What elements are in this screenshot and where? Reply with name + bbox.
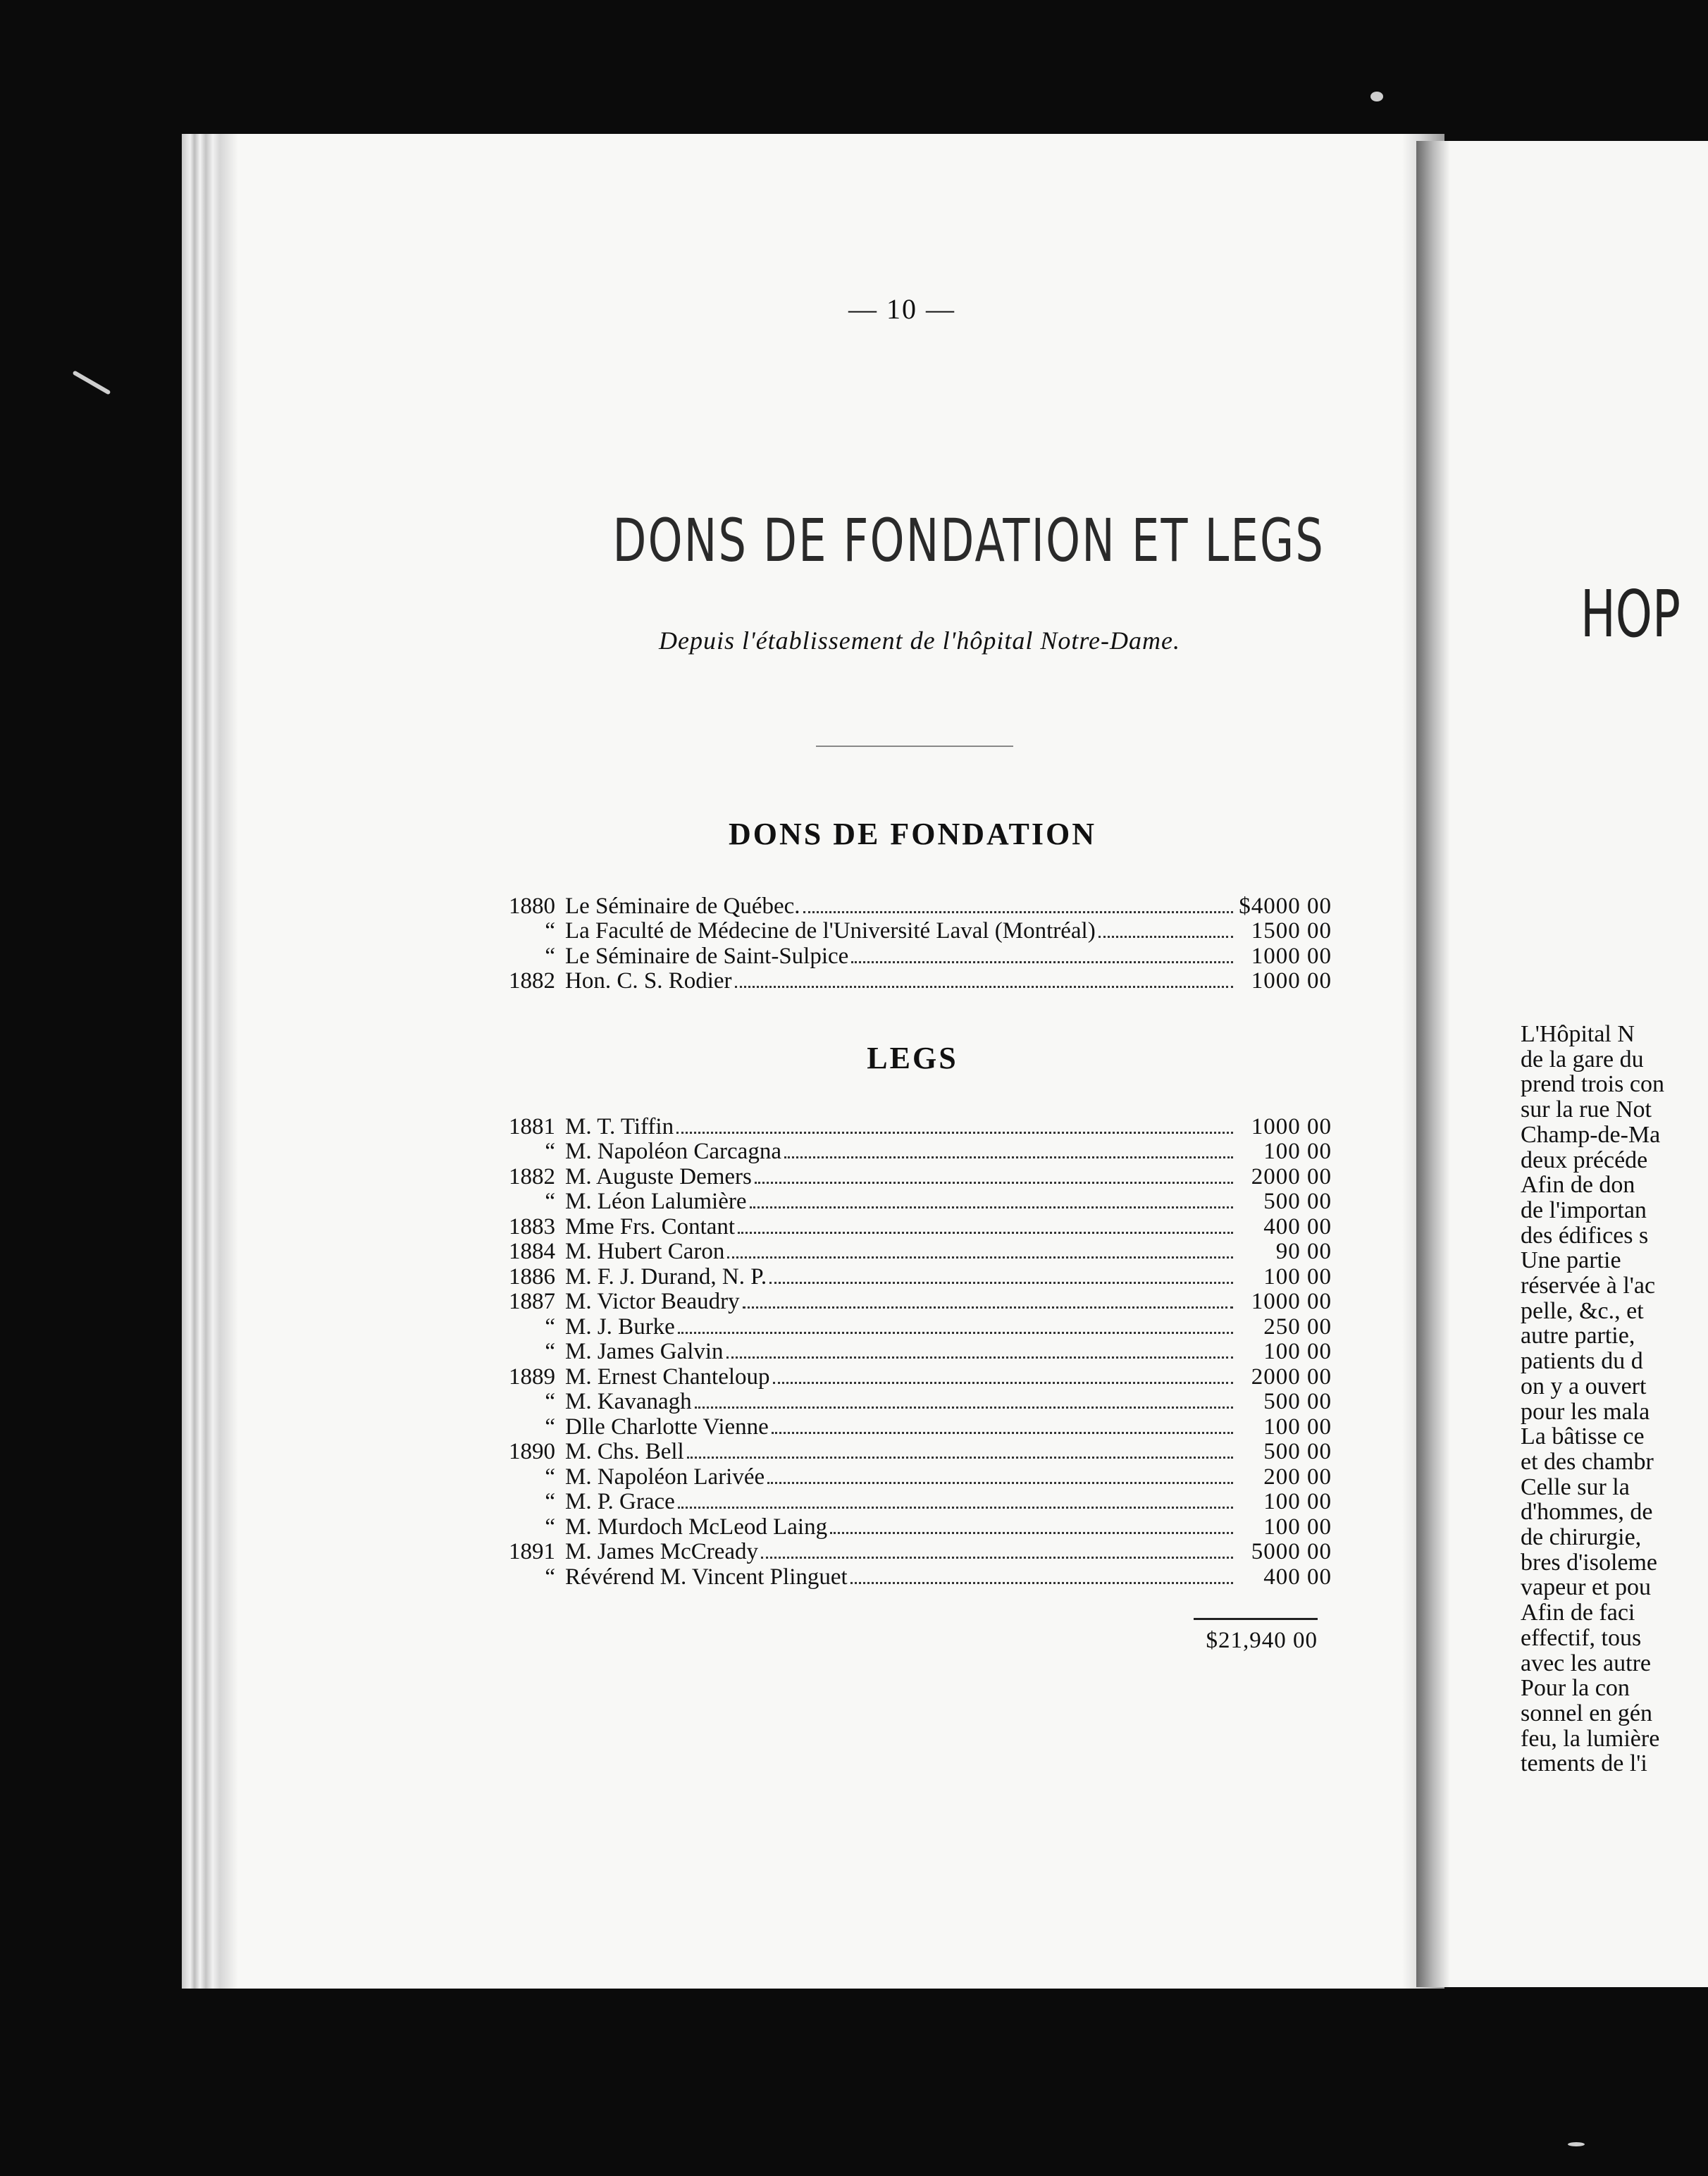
entry-year: 1882	[509, 1163, 555, 1189]
list-item	[493, 1340, 1332, 1365]
list-item	[493, 944, 1332, 969]
right-page	[1416, 141, 1708, 1987]
entry-amount: 100 00	[1263, 1514, 1332, 1540]
dot-leader	[1099, 936, 1233, 938]
list-item	[493, 1290, 1332, 1315]
entry-name: M. Léon Lalumière	[565, 1189, 747, 1214]
dot-leader	[738, 1232, 1233, 1234]
text-line: Une partie	[1521, 1247, 1621, 1274]
entry-name: M. T. Tiffin	[565, 1113, 674, 1139]
dot-leader	[773, 1382, 1233, 1384]
entry-name: M. Auguste Demers	[565, 1163, 752, 1189]
page-number: — 10 —	[848, 293, 955, 325]
dot-leader	[743, 1306, 1233, 1309]
list-item	[493, 1189, 1332, 1215]
dons-list	[493, 894, 1332, 994]
text-line: pour les mala	[1521, 1398, 1650, 1425]
dot-leader	[678, 1332, 1233, 1334]
entry-amount: 1000 00	[1251, 943, 1332, 969]
dot-leader	[727, 1256, 1233, 1259]
right-page-title: HOP	[1580, 576, 1681, 652]
text-line: autre partie,	[1521, 1323, 1635, 1349]
entry-year: “	[545, 1313, 555, 1340]
entry-year: 1886	[509, 1263, 555, 1290]
dot-leader	[761, 1557, 1233, 1559]
right-page-gutter	[1416, 141, 1450, 1987]
entry-name: La Faculté de Médecine de l'Université Laval (Montréal)	[565, 918, 1096, 944]
text-line: de l'importan	[1521, 1197, 1647, 1223]
entry-amount: 500 00	[1263, 1389, 1332, 1414]
text-line: tements de l'i	[1521, 1750, 1647, 1777]
text-line: Pour la con	[1521, 1675, 1630, 1702]
entry-amount: 400 00	[1263, 1564, 1332, 1590]
list-item	[493, 1464, 1332, 1490]
section-heading-dons: DONS DE FONDATION	[728, 817, 1096, 851]
list-item	[493, 1564, 1332, 1590]
entry-name: Révérend M. Vincent Plinguet	[565, 1564, 848, 1590]
entry-year: “	[545, 1564, 555, 1590]
dot-leader	[695, 1407, 1233, 1409]
entry-amount: 100 00	[1263, 1139, 1332, 1164]
text-line: de chirurgie,	[1521, 1524, 1642, 1551]
text-line: feu, la lumière	[1521, 1725, 1660, 1752]
entry-amount: 1500 00	[1251, 918, 1332, 944]
dot-leader	[772, 1432, 1233, 1434]
dot-leader	[850, 1582, 1233, 1584]
dot-leader	[676, 1132, 1233, 1134]
dot-leader	[750, 1206, 1234, 1208]
entry-amount: 100 00	[1263, 1339, 1332, 1364]
entry-name: M. J. Burke	[565, 1313, 675, 1340]
dot-leader	[735, 986, 1233, 988]
entry-name: M. Chs. Bell	[565, 1439, 684, 1464]
page-title: DONS DE FONDATION ET LEGS	[612, 506, 1325, 575]
text-line: sonnel en gén	[1521, 1700, 1652, 1726]
text-line: sur la rue Not	[1521, 1096, 1652, 1123]
total-rule	[1194, 1618, 1318, 1620]
entry-name: Dlle Charlotte Vienne	[565, 1414, 769, 1440]
entry-year: “	[545, 943, 555, 969]
dot-leader	[755, 1182, 1233, 1184]
entry-name: M. F. J. Durand, N. P.	[565, 1263, 767, 1290]
text-line: réservée à l'ac	[1521, 1273, 1656, 1299]
list-item	[493, 1139, 1332, 1165]
entry-amount: 2000 00	[1251, 1364, 1332, 1390]
entry-amount: 100 00	[1263, 1414, 1332, 1440]
entry-amount: 2000 00	[1251, 1163, 1332, 1189]
divider-rule	[816, 746, 1013, 747]
legs-list	[493, 1114, 1332, 1590]
entry-amount: 5000 00	[1251, 1539, 1332, 1564]
entry-name: Le Séminaire de Saint-Sulpice	[565, 943, 849, 969]
entry-year: 1880	[509, 893, 555, 919]
text-line: prend trois con	[1521, 1071, 1664, 1098]
section-heading-legs: LEGS	[867, 1041, 958, 1075]
text-line: La bâtisse ce	[1521, 1423, 1645, 1450]
dot-leader	[687, 1457, 1233, 1459]
list-item	[493, 1440, 1332, 1465]
entry-amount: 90 00	[1275, 1239, 1332, 1264]
text-line: patients du d	[1521, 1348, 1643, 1375]
list-item	[493, 1414, 1332, 1440]
entry-name: Hon. C. S. Rodier	[565, 968, 732, 994]
list-item	[493, 1314, 1332, 1340]
entry-name: M. Murdoch McLeod Laing	[565, 1514, 828, 1540]
entry-name: M. Napoléon Carcagna	[565, 1139, 781, 1164]
page-subtitle: Depuis l'établissement de l'hôpital Notre-Dame.	[659, 626, 1180, 655]
scan-speck	[1370, 92, 1383, 101]
text-line: on y a ouvert	[1521, 1373, 1647, 1399]
text-line: L'Hôpital N	[1521, 1021, 1635, 1047]
dot-leader	[784, 1156, 1233, 1158]
text-line: des édifices s	[1521, 1222, 1649, 1249]
entry-name: M. Hubert Caron	[565, 1239, 725, 1264]
list-item	[493, 919, 1332, 944]
entry-year: “	[545, 1464, 555, 1490]
entry-amount: 1000 00	[1251, 1113, 1332, 1139]
text-line: d'hommes, de	[1521, 1499, 1653, 1526]
entry-amount: 200 00	[1263, 1464, 1332, 1490]
entry-amount: 100 00	[1263, 1263, 1332, 1290]
entry-year: 1883	[509, 1213, 555, 1240]
text-line: Afin de don	[1521, 1172, 1635, 1199]
scan-speck	[1568, 2142, 1585, 2146]
entry-year: “	[545, 918, 555, 944]
text-line: Celle sur la	[1521, 1473, 1630, 1500]
entry-amount: 250 00	[1263, 1313, 1332, 1340]
list-item	[493, 1390, 1332, 1415]
entry-year: 1889	[509, 1364, 555, 1390]
entry-year: 1887	[509, 1289, 555, 1314]
text-line: pelle, &c., et	[1521, 1297, 1644, 1324]
list-item	[493, 1490, 1332, 1515]
text-line: avec les autre	[1521, 1650, 1651, 1676]
list-item	[493, 1114, 1332, 1139]
entry-name: M. Ernest Chanteloup	[565, 1364, 770, 1390]
text-line: Afin de faci	[1521, 1600, 1635, 1626]
list-item	[493, 1364, 1332, 1390]
entry-year: “	[545, 1389, 555, 1414]
entry-year: “	[545, 1189, 555, 1214]
entry-name: M. P. Grace	[565, 1489, 675, 1514]
right-page-text	[1521, 1022, 1708, 1776]
entry-year: 1890	[509, 1439, 555, 1464]
entry-year: “	[545, 1489, 555, 1514]
entry-year: “	[545, 1139, 555, 1164]
list-item	[493, 1514, 1332, 1540]
text-line: Champ-de-Ma	[1521, 1121, 1661, 1148]
dot-leader	[767, 1482, 1233, 1484]
entry-amount: 500 00	[1263, 1189, 1332, 1214]
text-line: et des chambr	[1521, 1448, 1654, 1475]
entry-name: M. Victor Beaudry	[565, 1289, 740, 1314]
entry-name: M. Kavanagh	[565, 1389, 692, 1414]
text-line: de la gare du	[1521, 1046, 1644, 1072]
entry-year: 1882	[509, 968, 555, 994]
dot-leader	[803, 911, 1233, 913]
dot-leader	[830, 1532, 1233, 1534]
entry-year: “	[545, 1514, 555, 1540]
list-item	[493, 969, 1332, 994]
entry-name: M. James McCready	[565, 1539, 759, 1564]
entry-amount: $4000 00	[1239, 893, 1332, 919]
page-edges	[182, 134, 238, 1989]
entry-year: “	[545, 1414, 555, 1440]
list-item	[493, 894, 1332, 919]
text-line: bres d'isoleme	[1521, 1549, 1658, 1576]
list-item	[493, 1214, 1332, 1240]
text-line: deux précéde	[1521, 1146, 1648, 1173]
entry-year: 1881	[509, 1113, 555, 1139]
list-item	[493, 1540, 1332, 1565]
text-line: effectif, tous	[1521, 1624, 1642, 1651]
entry-amount: 400 00	[1263, 1213, 1332, 1240]
entry-name: M. James Galvin	[565, 1339, 724, 1364]
entry-year: “	[545, 1339, 555, 1364]
list-item	[493, 1164, 1332, 1189]
dot-leader	[769, 1282, 1233, 1284]
entry-year: 1891	[509, 1539, 555, 1564]
dot-leader	[726, 1356, 1233, 1359]
entry-name: Mme Frs. Contant	[565, 1213, 736, 1240]
dot-leader	[851, 961, 1233, 963]
list-item	[493, 1240, 1332, 1265]
entry-amount: 1000 00	[1251, 968, 1332, 994]
entry-amount: 100 00	[1263, 1489, 1332, 1514]
dot-leader	[678, 1507, 1233, 1509]
scan-speck	[73, 370, 111, 395]
entry-amount: 1000 00	[1251, 1289, 1332, 1314]
list-item	[493, 1264, 1332, 1290]
grand-total: $21,940 00	[1206, 1628, 1318, 1653]
entry-name: M. Napoléon Larivée	[565, 1464, 765, 1490]
entry-name: Le Séminaire de Québec.	[565, 893, 800, 919]
text-line: vapeur et pou	[1521, 1574, 1652, 1601]
entry-amount: 500 00	[1263, 1439, 1332, 1464]
entry-year: 1884	[509, 1239, 555, 1264]
